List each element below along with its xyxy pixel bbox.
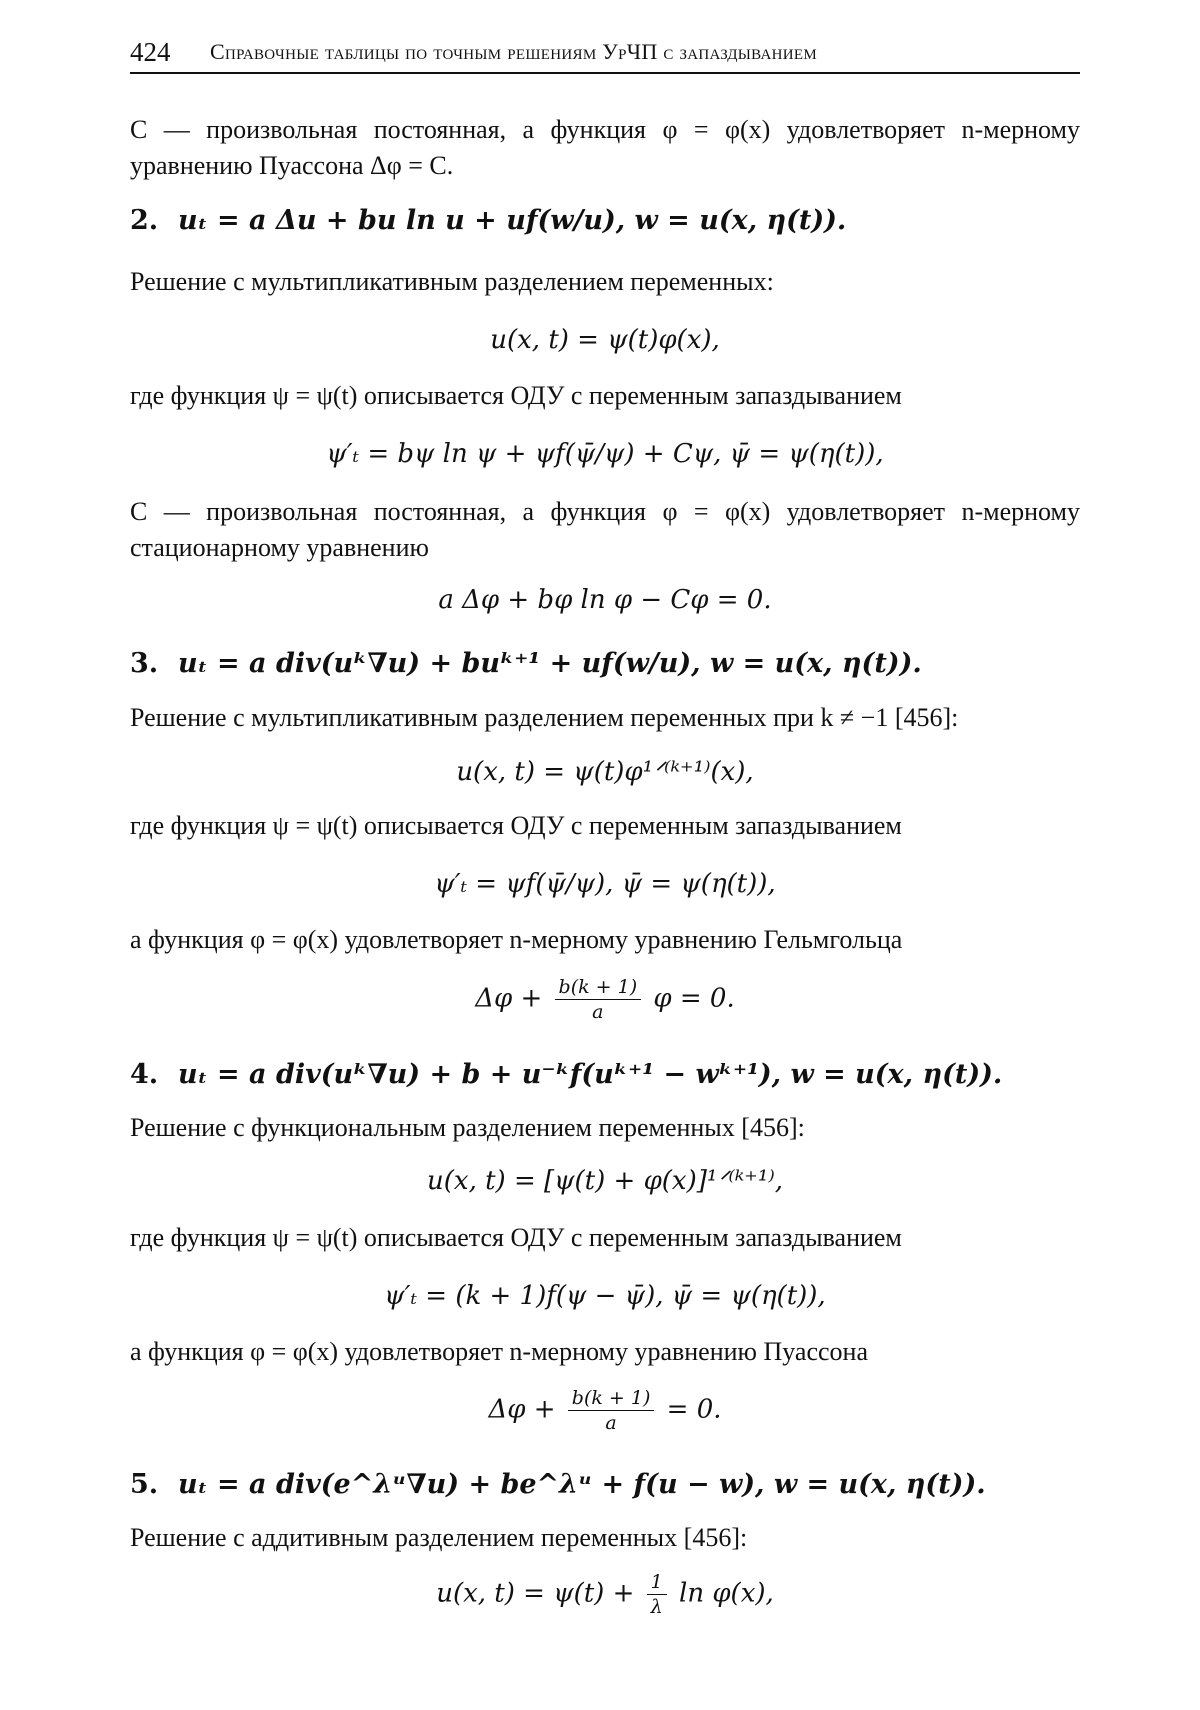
running-head (130, 28, 1080, 74)
equation-4-solution-text: Решение с функциональным разделением переменных [456]: (130, 1113, 805, 1142)
equation-3-display-2: ψ′ₜ = ψf(ψ̄/ψ), ψ̄ = ψ(η(t)), (434, 869, 776, 899)
equation-3-display-1: u(x, t) = ψ(t)φ¹ᐟ⁽ᵏ⁺¹⁾(x), (456, 757, 754, 787)
equation-5-fraction (647, 1570, 667, 1619)
running-title: Справочные таблицы по точным решениям УрЧП с запаздыванием (210, 39, 817, 64)
equation-4-frac-right: = 0. (666, 1394, 722, 1425)
equation-5-heading (130, 1466, 1080, 1504)
page-number: 424 (130, 37, 171, 67)
fraction-numerator: b(k + 1) (568, 1386, 655, 1411)
equation-5-solution-text: Решение с аддитивным разделением переменных [456]: (130, 1523, 748, 1552)
equation-4-poisson-equation (130, 1386, 1080, 1435)
equation-3-solution-text: Решение с мультипликативным разделением переменных при k ≠ −1 [456]: (130, 703, 959, 732)
equation-2-constant-text: C — произвольная постоянная, а функция φ = φ(x) удовлетворяет n-мерному стационарному уравнению (130, 497, 1080, 562)
fraction-numerator: 1 (647, 1570, 667, 1595)
equation-4-fraction (568, 1386, 655, 1435)
equation-2-where-text: где функция ψ = ψ(t) описывается ОДУ с переменным запаздыванием (130, 381, 902, 410)
equation-4-display-2: ψ′ₜ = (k + 1)f(ψ − ψ̄), ψ̄ = ψ(η(t)), (384, 1281, 826, 1311)
equation-5-frac-left: u(x, t) = ψ(t) + (436, 1578, 635, 1609)
equation-2-display-3: a Δφ + bφ ln φ − Cφ = 0. (438, 585, 772, 615)
equation-5-number: 5. (130, 1469, 159, 1500)
equation-3-helmholtz-text: а функция φ = φ(x) удовлетворяет n-мерному уравнению Гельмгольца (130, 925, 903, 954)
equation-2-formula: uₜ = a Δu + bu ln u + uf(w/u), w = u(x, η(t)). (178, 205, 847, 236)
equation-4-where-text: где функция ψ = ψ(t) описывается ОДУ с переменным запаздыванием (130, 1223, 902, 1252)
fraction-numerator: b(k + 1) (555, 975, 642, 1000)
equation-2-solution-text: Решение с мультипликативным разделением переменных: (130, 267, 774, 296)
equation-3-formula: uₜ = a div(uᵏ∇u) + buᵏ⁺¹ + uf(w/u), w = u(x, η(t)). (178, 648, 922, 679)
book-page (130, 0, 1080, 1710)
equation-4-poisson-text: а функция φ = φ(x) удовлетворяет n-мерному уравнению Пуассона (130, 1337, 868, 1366)
equation-2-heading (130, 202, 1080, 240)
equation-4-display-1: u(x, t) = [ψ(t) + φ(x)]¹ᐟ⁽ᵏ⁺¹⁾, (427, 1166, 783, 1196)
equation-3-heading (130, 645, 1080, 683)
equation-5-solution-equation (130, 1570, 1080, 1619)
equation-5-frac-right: ln φ(x), (679, 1578, 774, 1609)
equation-3-fraction (555, 975, 642, 1024)
equation-4-number: 4. (130, 1059, 159, 1090)
equation-3-helmholtz-equation (130, 975, 1080, 1024)
equation-4-frac-left: Δφ + (488, 1394, 556, 1425)
intro-paragraph: C — произвольная постоянная, а функция φ = φ(x) удовлетворяет n-мерному уравнению Пуассона Δφ = C. (130, 115, 1080, 180)
fraction-denominator: λ (650, 1596, 663, 1618)
equation-3-where-text: где функция ψ = ψ(t) описывается ОДУ с переменным запаздыванием (130, 811, 902, 840)
equation-2-number: 2. (130, 205, 159, 236)
equation-2-display-2: ψ′ₜ = bψ ln ψ + ψf(ψ̄/ψ) + Cψ, ψ̄ = ψ(η(t)), (326, 439, 884, 469)
equation-5-formula: uₜ = a div(e^λᵘ∇u) + be^λᵘ + f(u − w), w = u(x, η(t)). (178, 1469, 986, 1500)
equation-2-display-1: u(x, t) = ψ(t)φ(x), (490, 325, 720, 355)
equation-3-frac-left: Δφ + (475, 983, 543, 1014)
equation-4-heading (130, 1056, 1080, 1094)
fraction-denominator: a (605, 1412, 617, 1434)
fraction-denominator: a (592, 1001, 604, 1023)
equation-3-frac-right: φ = 0. (653, 983, 735, 1014)
equation-4-formula: uₜ = a div(uᵏ∇u) + b + u⁻ᵏf(uᵏ⁺¹ − wᵏ⁺¹), w = u(x, η(t)). (178, 1059, 1003, 1090)
equation-3-number: 3. (130, 648, 159, 679)
